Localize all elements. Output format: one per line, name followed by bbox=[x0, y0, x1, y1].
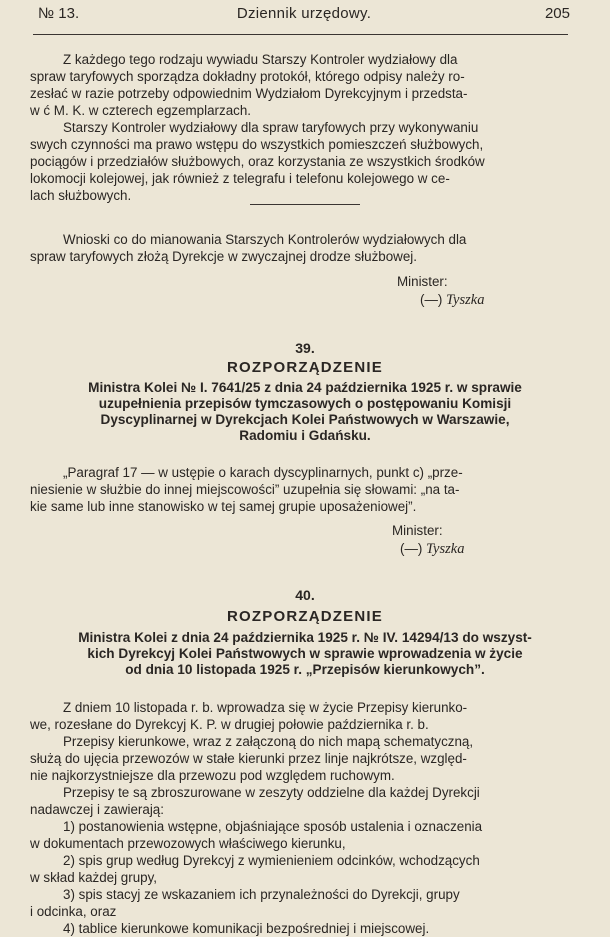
text-line: we, rozesłane do Dyrekcyj K. P. w drugiej połowie października r. b. bbox=[30, 717, 429, 732]
lead-line: Radomiu i Gdańsku. bbox=[239, 428, 371, 443]
list-item: 2) spis grup według Dyrekcyj z wymienieniem odcinków, wchodzących bbox=[63, 853, 480, 868]
text-line: Wnioski co do mianowania Starszych Kontrolerów wydziałowych dla bbox=[63, 232, 467, 247]
lead-line: Ministra Kolei z dnia 24 października 1925 r. № IV. 14294/13 do wszyst- bbox=[78, 630, 532, 645]
text-line: nadawczej i zawierają: bbox=[30, 802, 164, 817]
signature-label: Minister: bbox=[397, 274, 448, 289]
page-header bbox=[38, 5, 570, 25]
list-item: 3) spis stacyj ze wskazaniem ich przynależności do Dyrekcji, grupy bbox=[63, 887, 460, 902]
lead-line: kich Dyrekcyj Kolei Państwowych w sprawie wprowadzenia w życie bbox=[87, 646, 523, 661]
text-line: pociągów i przedziałów służbowych, oraz korzystania ze wszystkich środków bbox=[30, 154, 485, 169]
text-line: kie same lub inne stanowisko w tej samej grupie uposażeniowej”. bbox=[30, 499, 417, 514]
lead-line: Dyscyplinarnej w Dyrekcjach Kolei Państwowych w Warszawie, bbox=[100, 412, 510, 427]
text-line: Przepisy te są zbroszurowane w zeszyty oddzielne dla każdej Dyrekcji bbox=[63, 785, 480, 800]
intro-paragraph-1 bbox=[30, 51, 568, 119]
text-line: w skład każdej grupy, bbox=[30, 870, 158, 885]
text-line: nie najkorzystniejsze dla przewozu pod względem ruchowym. bbox=[30, 768, 395, 783]
intro-paragraph-2 bbox=[30, 119, 568, 204]
page-number: 205 bbox=[544, 5, 570, 22]
text-line: Z dniem 10 listopada r. b. wprowadza się w życie Przepisy kierunko- bbox=[63, 700, 468, 715]
lead-line: uzupełnienia przepisów tymczasowych o postępowaniu Komisji bbox=[98, 396, 512, 411]
section-39-body bbox=[30, 464, 568, 515]
text-line: „Paragraf 17 — w ustępie o karach dyscyplinarnych, punkt c) „prze- bbox=[63, 465, 463, 480]
list-item: 1) postanowienia wstępne, objaśniające sposób ustalenia i oznaczenia bbox=[63, 819, 483, 834]
section-40-lead bbox=[30, 630, 580, 678]
header-rule bbox=[33, 34, 568, 35]
text-line: zesłać w razie potrzeby odpowiednim Wydziałom Dyrekcyjnym i przedsta- bbox=[30, 86, 468, 101]
text-line: Starszy Kontroler wydziałowy dla spraw taryfowych przy wykonywaniu bbox=[63, 120, 479, 135]
section-40-body bbox=[30, 699, 568, 937]
lead-line: od dnia 10 listopada 1925 r. „Przepisów kierunkowych”. bbox=[125, 662, 485, 677]
section-title-39: ROZPORZĄDZENIE bbox=[227, 359, 383, 376]
signature-dash: (—) bbox=[420, 292, 443, 307]
text-line: lach służbowych. bbox=[30, 188, 132, 203]
list-item: 4) tablice kierunkowe komunikacji bezpośredniej i miejscowej. bbox=[63, 921, 430, 936]
text-line: w dokumentach przewozowych właściwego kierunku, bbox=[30, 836, 346, 851]
issue-number: № 13. bbox=[38, 5, 80, 22]
section-number-39: 39. bbox=[295, 340, 315, 356]
section-39-lead bbox=[30, 380, 580, 444]
text-line: lokomocji kolejowej, jak również z telegrafu i telefonu kolejowego w ce- bbox=[30, 171, 450, 186]
journal-title: Dziennik urzędowy. bbox=[236, 5, 372, 22]
signature-label: Minister: bbox=[392, 523, 443, 538]
signature-dash: (—) bbox=[400, 541, 423, 556]
signature bbox=[420, 291, 484, 309]
text-line: służą do ujęcia przewozów w stałe kierunki przez linje najkrótsze, względ- bbox=[30, 751, 467, 766]
text-line: spraw taryfowych sporządza dokładny protokół, którego odpisy należy ro- bbox=[30, 69, 465, 84]
text-line: Przepisy kierunkowe, wraz z załączoną do nich mapą schematyczną, bbox=[63, 734, 474, 749]
text-line: niesienie w służbie do innej miejscowości” uzupełnia się słowami: „na ta- bbox=[30, 482, 460, 497]
text-line: i odcinka, oraz bbox=[30, 904, 117, 919]
section-number-40: 40. bbox=[295, 587, 315, 603]
section-title-40: ROZPORZĄDZENIE bbox=[227, 608, 383, 625]
section-separator bbox=[250, 204, 360, 205]
text-line: swych czynności ma prawo wstępu do wszystkich pomieszczeń służbowych, bbox=[30, 137, 484, 152]
intro-paragraph-3 bbox=[30, 231, 568, 265]
lead-line: Ministra Kolei № I. 7641/25 z dnia 24 października 1925 r. w sprawie bbox=[88, 380, 522, 395]
text-line: Z każdego tego rodzaju wywiadu Starszy Kontroler wydziałowy dla bbox=[63, 52, 458, 67]
signature-name: Tyszka bbox=[426, 541, 465, 557]
signature-name: Tyszka bbox=[446, 292, 485, 308]
text-line: spraw taryfowych złożą Dyrekcje w zwyczajnej drodze służbowej. bbox=[30, 249, 417, 264]
text-line: w ć M. K. w czterech egzemplarzach. bbox=[30, 103, 252, 118]
signature bbox=[400, 540, 464, 558]
